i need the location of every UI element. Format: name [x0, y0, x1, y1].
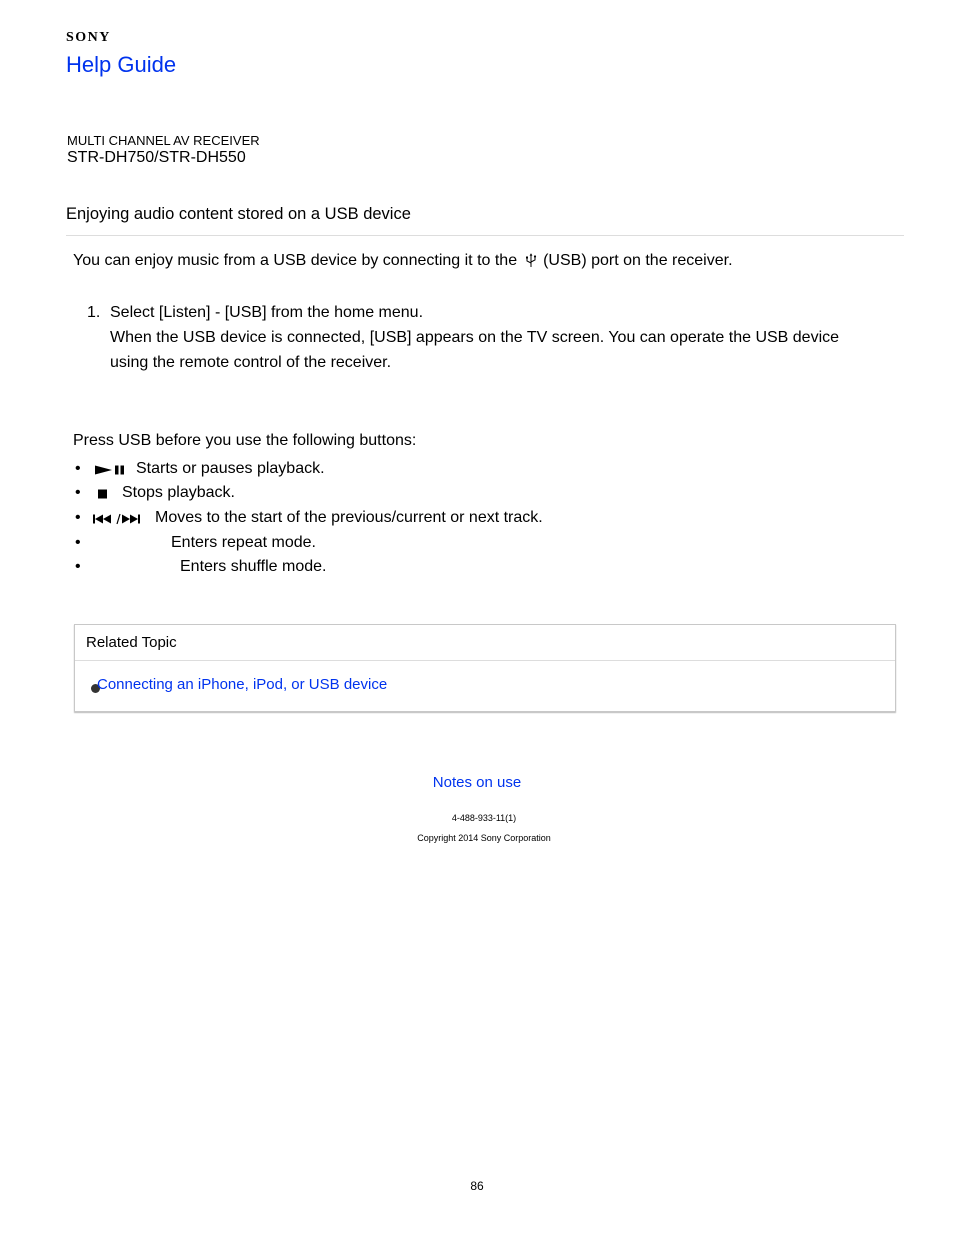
- page-title: Enjoying audio content stored on a USB device: [66, 205, 411, 223]
- step-1: [87, 300, 877, 375]
- play-pause-description: Starts or pauses playback.: [136, 460, 325, 477]
- prev-next-icon: [92, 509, 146, 529]
- repeat-description: Enters repeat mode.: [171, 534, 316, 551]
- product-type: MULTI CHANNEL AV RECEIVER: [67, 133, 260, 148]
- document-number: 4-488-933-11(1): [451, 813, 517, 823]
- related-topic-link[interactable]: Connecting an iPhone, iPod, or USB device: [97, 676, 388, 693]
- sony-logo: SONY: [66, 30, 111, 45]
- shuffle-description: Enters shuffle mode.: [180, 558, 327, 575]
- notes-on-use-link[interactable]: Notes on use: [432, 774, 522, 791]
- bullet: •: [75, 509, 81, 526]
- copyright-text: Copyright 2014 Sony Corporation: [417, 833, 551, 843]
- related-topic-heading: Related Topic: [86, 634, 177, 651]
- step-number: 1.: [87, 304, 101, 321]
- press-usb-text: Press USB before you use the following buttons:: [73, 432, 417, 449]
- usb-icon: [523, 252, 539, 268]
- step-detail-text: When the USB device is connected, [USB] appears on the TV screen. You can operate the USB device using the remote control of the receiver.: [110, 329, 840, 371]
- help-guide-link[interactable]: Help Guide: [66, 52, 177, 77]
- intro-text-before: You can enjoy music from a USB device by connecting it to the: [73, 252, 518, 269]
- bullet: •: [75, 534, 81, 551]
- step-main-text: Select [Listen] - [USB] from the home menu.: [110, 304, 424, 321]
- bullet: •: [75, 558, 81, 575]
- bullet: •: [75, 484, 81, 501]
- stop-icon: [97, 484, 109, 504]
- play-pause-icon: [94, 460, 126, 480]
- page-number: 86: [470, 1179, 484, 1193]
- title-divider: [66, 235, 904, 236]
- related-topic-box: [74, 624, 896, 712]
- bullet: •: [75, 460, 81, 477]
- intro-paragraph: [73, 252, 733, 270]
- prev-next-description: Moves to the start of the previous/current or next track.: [155, 509, 543, 526]
- related-topic-header: [75, 625, 895, 661]
- product-model: STR-DH750/STR-DH550: [67, 149, 246, 166]
- intro-text-after: (USB) port on the receiver.: [543, 252, 733, 269]
- stop-description: Stops playback.: [122, 484, 235, 501]
